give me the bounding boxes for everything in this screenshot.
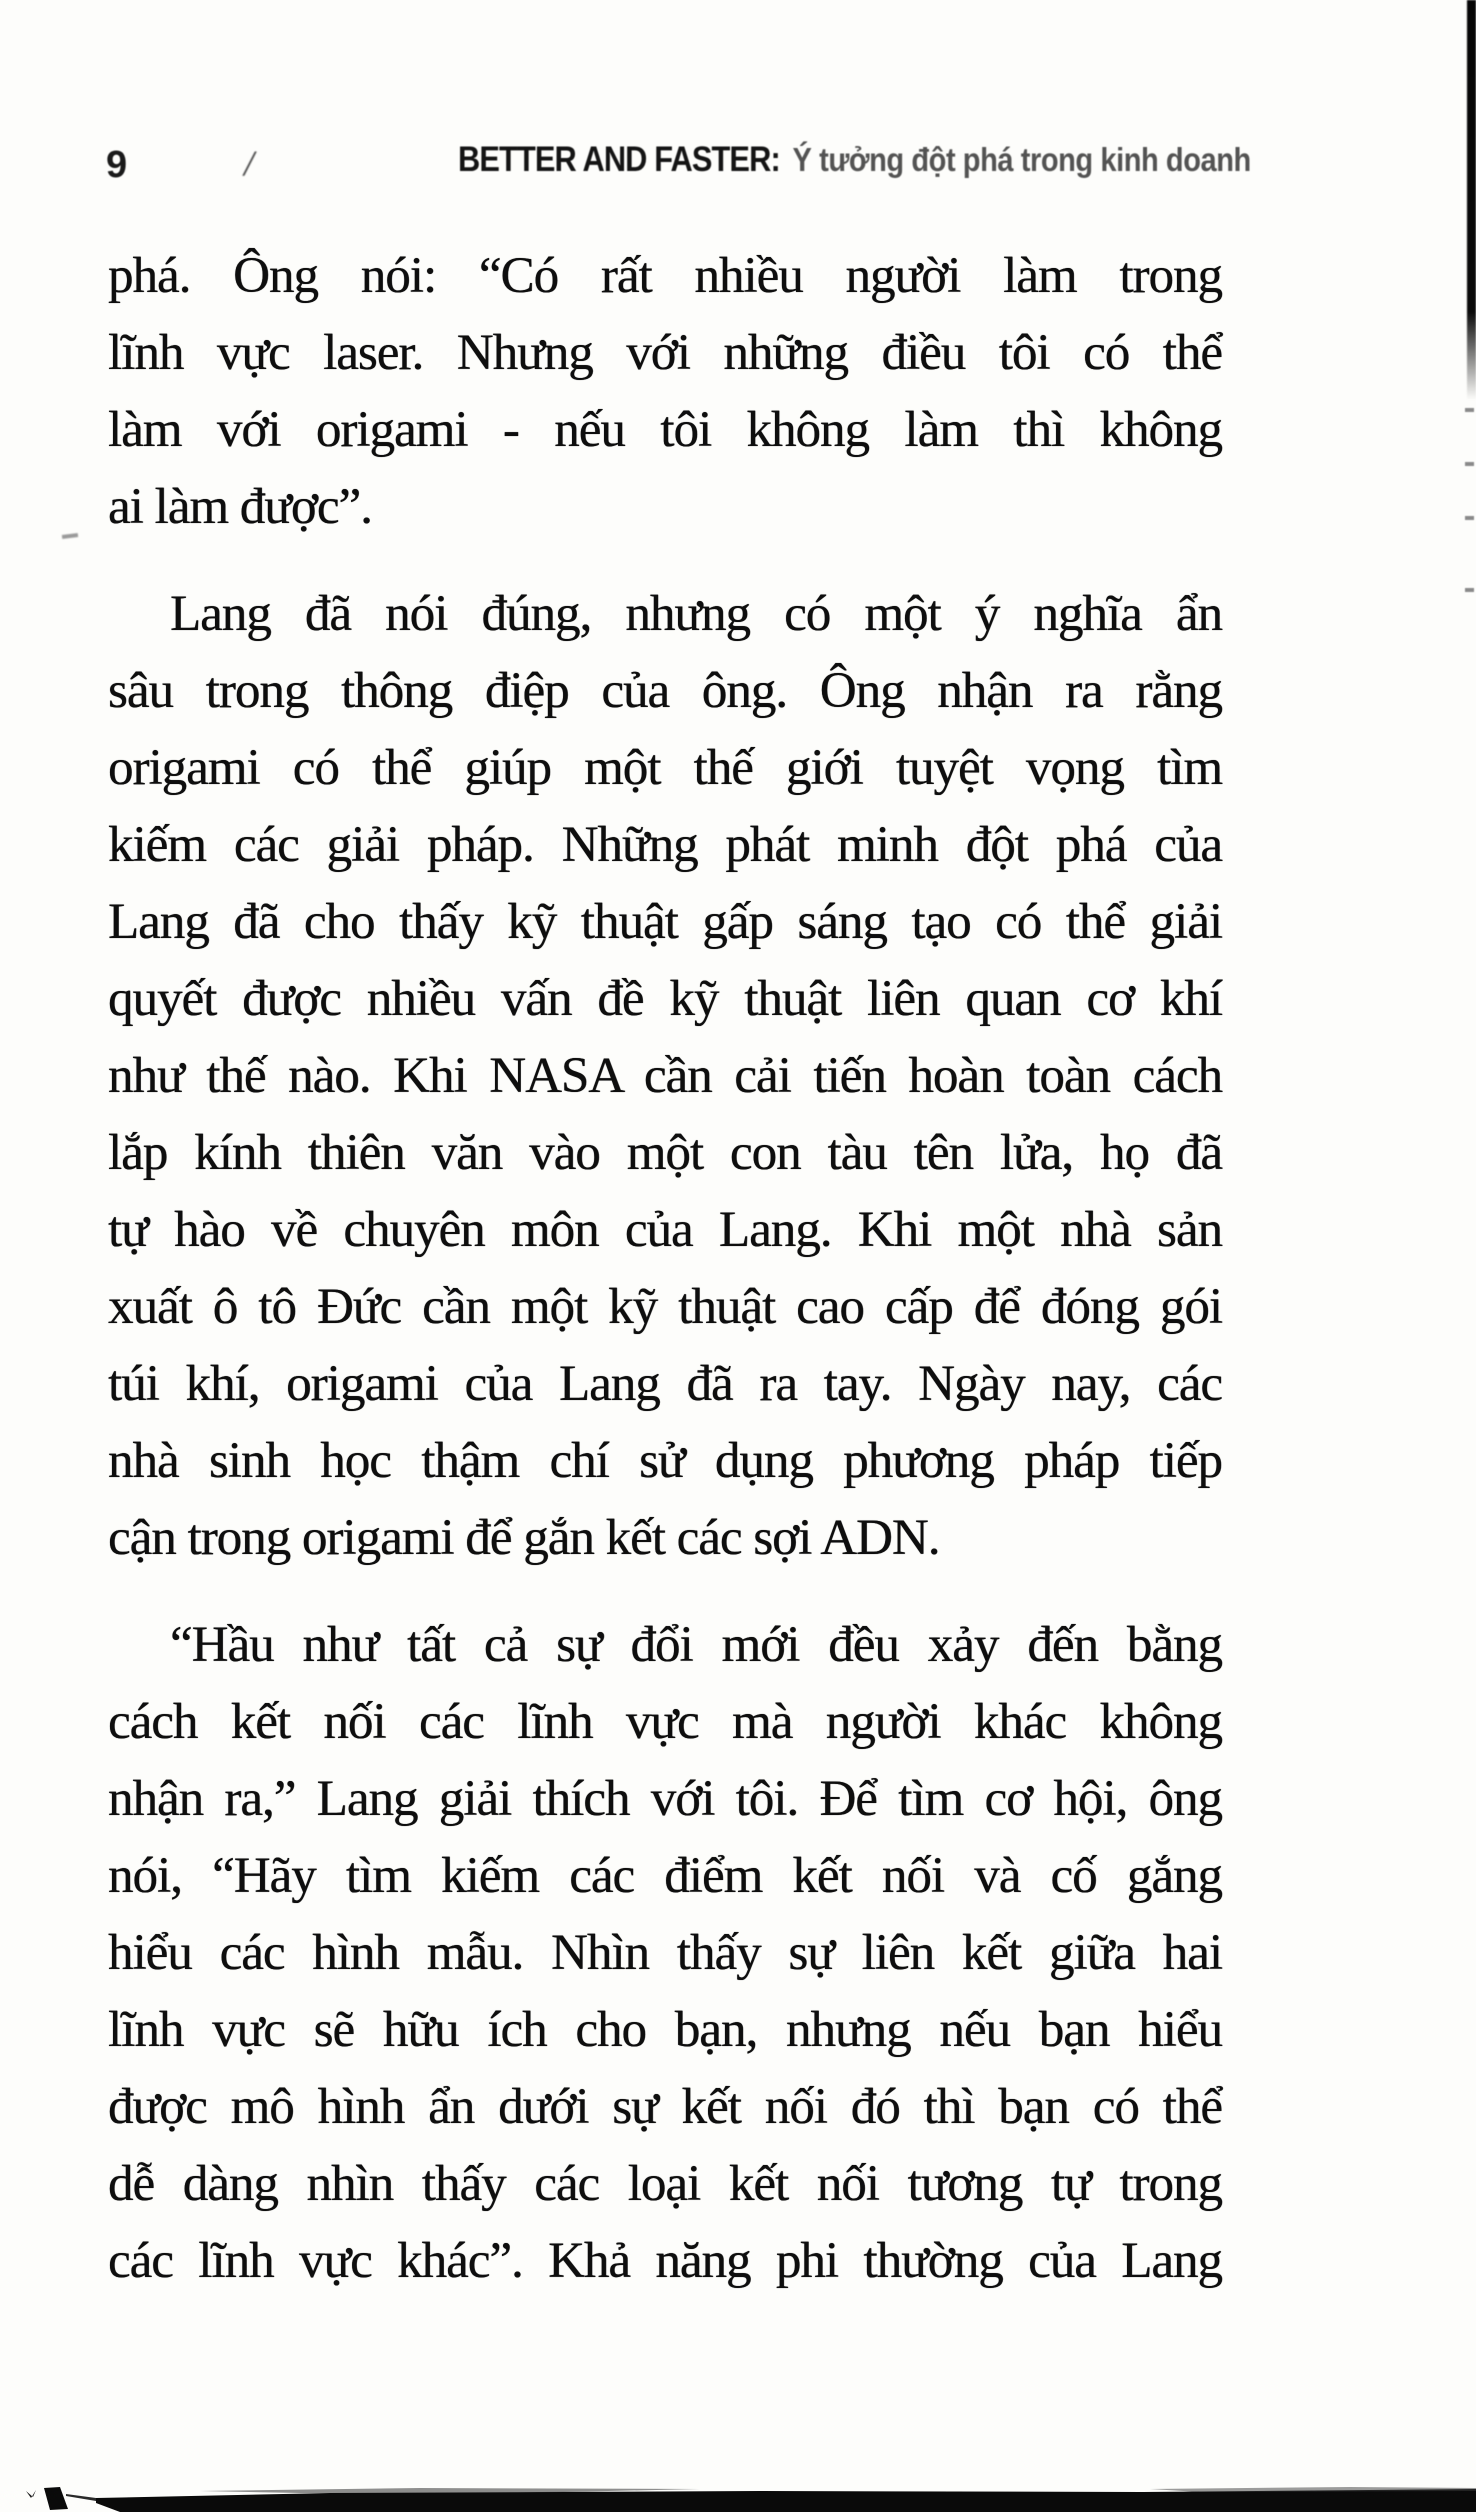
text-line: nói, “Hãy tìm kiếm các điểm kết nối và cố gắng — [108, 1848, 1222, 1904]
text-line: nhận ra,” Lang giải thích với tôi. Để tìm cơ hội, ông — [108, 1771, 1222, 1827]
scan-artifact — [1465, 462, 1474, 466]
text-line: dễ dàng nhìn thấy các loại kết nối tương tự trong — [108, 2156, 1222, 2212]
book-subtitle: Ý tưởng đột phá trong kinh doanh — [792, 141, 1251, 178]
text-line: origami có thể giúp một thế giới tuyệt vọng tìm — [108, 740, 1222, 796]
scan-artifact — [1465, 516, 1474, 520]
scan-artifact — [1465, 408, 1474, 412]
text-line: tự hào về chuyên môn của Lang. Khi một nhà sản — [108, 1202, 1222, 1258]
paragraph-3 — [108, 1607, 1222, 2300]
text-line: cách kết nối các lĩnh vực mà người khác không — [108, 1694, 1222, 1750]
text-line: lĩnh vực sẽ hữu ích cho bạn, nhưng nếu bạn hiểu — [108, 2002, 1222, 2058]
scan-edge-bottom — [0, 2467, 1476, 2512]
text-line: hiểu các hình mẫu. Nhìn thấy sự liên kết giữa hai — [108, 1925, 1222, 1981]
text-line: lĩnh vực laser. Nhưng với những điều tôi có thể — [108, 325, 1222, 381]
paragraph-1 — [108, 238, 1222, 546]
header-slash-mark: / — [244, 143, 255, 183]
page-number: 9 — [106, 144, 128, 186]
body-text — [108, 238, 1222, 2330]
text-line: túi khí, origami của Lang đã ra tay. Ngày nay, các — [108, 1356, 1222, 1412]
text-line: Lang đã cho thấy kỹ thuật gấp sáng tạo có thể giải — [108, 894, 1222, 950]
text-line: quyết được nhiều vấn đề kỹ thuật liên quan cơ khí — [108, 971, 1222, 1027]
text-line: xuất ô tô Đức cần một kỹ thuật cao cấp để đóng gói — [108, 1279, 1222, 1335]
paragraph-2 — [108, 576, 1222, 1577]
text-line: Lang đã nói đúng, nhưng có một ý nghĩa ẩn — [170, 586, 1222, 642]
text-line: phá. Ông nói: “Có rất nhiều người làm trong — [108, 248, 1222, 304]
text-line: ai làm được”. — [108, 479, 372, 535]
text-line: nhà sinh học thậm chí sử dụng phương pháp tiếp — [108, 1433, 1222, 1489]
text-line: “Hầu như tất cả sự đổi mới đều xảy đến bằng — [170, 1617, 1222, 1673]
text-line: lắp kính thiên văn vào một con tàu tên lửa, họ đã — [108, 1125, 1222, 1181]
page-header — [0, 0, 1476, 200]
text-line: cận trong origami để gắn kết các sợi ADN. — [108, 1510, 940, 1566]
text-line: được mô hình ẩn dưới sự kết nối đó thì bạn có thể — [108, 2079, 1222, 2135]
scan-edge-right — [1467, 0, 1476, 400]
book-title: BETTER AND FASTER: — [458, 140, 780, 179]
text-line: như thế nào. Khi NASA cần cải tiến hoàn toàn cách — [108, 1048, 1222, 1104]
text-line: kiếm các giải pháp. Những phát minh đột phá của — [108, 817, 1222, 873]
text-line: làm với origami - nếu tôi không làm thì không — [108, 402, 1222, 458]
text-line: các lĩnh vực khác”. Khả năng phi thường của Lang — [108, 2233, 1222, 2289]
running-title — [458, 140, 1251, 180]
text-line: sâu trong thông điệp của ông. Ông nhận ra rằng — [108, 663, 1222, 719]
scan-artifact — [62, 533, 78, 539]
scan-artifact — [1465, 588, 1474, 592]
